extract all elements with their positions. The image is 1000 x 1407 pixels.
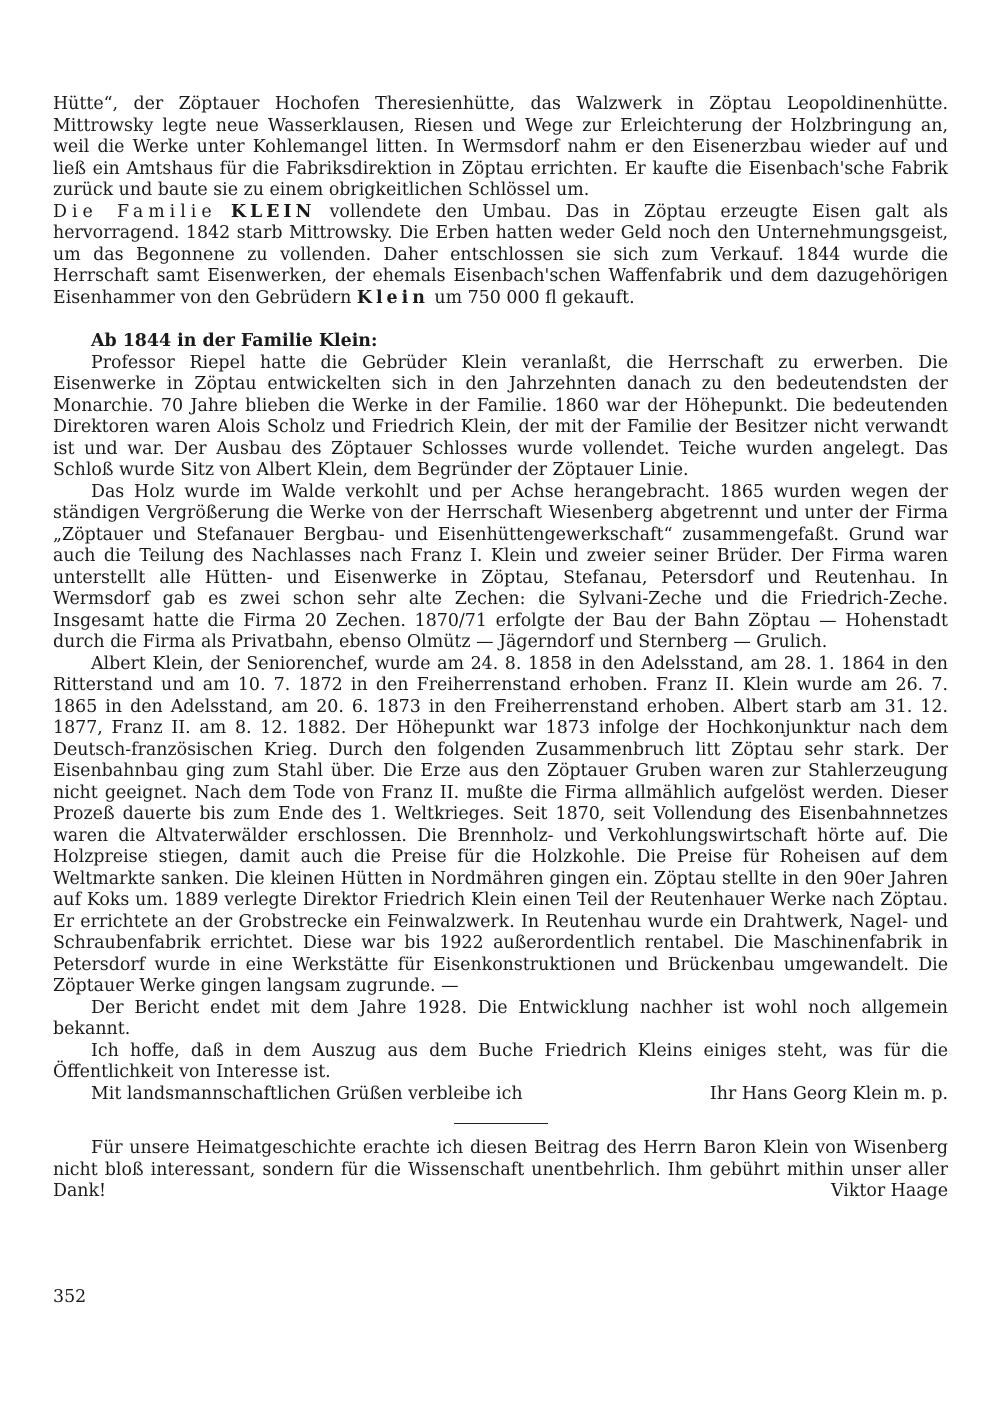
paragraph-4: Das Holz wurde im Walde verkohlt und per Achse herangebracht. 1865 wurden wegen der ständigen Vergrößerung die Werke von der Herrschaft Wiesenberg abgetrennt und unter der Firma „Zöptauer und Stefanauer Bergbau- und Eisenhüttengewerkschaft“ zusammengefaßt. Grund war auch die Teilung des Nachlasses nach Franz I. Klein und zweier seiner Brüder. Der Firma waren unterstellt alle Hütten- und Eisenwerke in Zöptau, Stefanau, Petersdorf und Reutenhau. In Wermsdorf gab es zwei schon sehr alte Zechen: die Sylvani-Zeche und die Friedrich-Zeche. Insgesamt hatte die Firma 20 Zechen. 1870/71 erfolgte der Bau der Bahn Zöptau — Hohenstadt durch die Firma als Privatbahn, ebenso Olmütz — Jägerndorf und Sternberg — Grulich. <box>53 481 948 652</box>
paragraph-2-text-a: vollendete den Umbau. Das in Zöptau erzeugte Eisen galt als hervorragend. 1842 starb Mittrowsky. Die Erben hatten weder Geld noch den Unternehmungsgeist, um das Begonnene zu vollenden. Daher entschlossen sie sich zum Verkauf. 1844 wurde die Herrschaft samt Eisenwerken, der ehemals Eisenbach'schen Waffenfabrik und dem dazugehörigen Eisenhammer von den Gebrüdern <box>53 201 949 308</box>
paragraph-1: Hütte“, der Zöptauer Hochofen Theresienhütte, das Walzwerk in Zöptau Leopoldinenhütte. Mittrowsky legte neue Wasserklausen, Riesen und Wege zur Erleichterung der Holzbringung an, weil die Werke unter Kohlemangel litten. In Wermsdorf nahm er den Eisenerzbau wieder auf und ließ ein Amtshaus für die Fabriksdirektion in Zöptau errichten. Er kaufte die Eisenbach'sche Fabrik zurück und baute sie zu einem obrigkeitlichen Schlössel um. <box>53 94 948 200</box>
author-viktor-haage: Viktor Haage <box>831 1181 948 1201</box>
page-number: 352 <box>53 1287 87 1307</box>
paragraph-2-text-b: um 750 000 fl gekauft. <box>428 287 635 308</box>
paragraph-8-text: Für unsere Heimatgeschichte erachte ich diesen Beitrag des Herrn Baron Klein von Wisenberg nicht bloß interessant, sondern für die Wissenschaft unentbehrlich. Ihm gebührt mithin unser aller Dank! <box>53 1138 948 1201</box>
paragraph-5: Albert Klein, der Seniorenchef, wurde am 24. 8. 1858 in den Adelsstand, am 28. 1. 1864 in den Ritterstand und am 10. 7. 1872 in den Freiherrenstand erhoben. Franz II. Klein wurde am 26. 7. 1865 in den Adelsstand, am 20. 6. 1873 in den Freiherrenstand erhoben. Albert starb am 31. 12. 1877, Franz II. am 8. 12. 1882. Der Höhepunkt war 1873 infolge der Hochkonjunktur nach dem Deutsch-französischen Krieg. Durch den folgenden Zusammenbruch litt Zöptau sehr stark. Der Eisenbahnbau ging zum Stahl über. Die Erze aus den Zöptauer Gruben waren zur Stahlerzeugung nicht geeignet. Nach dem Tode von Franz II. mußte die Firma allmählich aufgelöst werden. Dieser Prozeß dauerte bis zum Ende des 1. Weltkrieges. Seit 1870, seit Vollendung des Eisenbahnnetzes waren die Altvaterwälder erschlossen. Die Brennholz- und Verkohlungswirtschaft hörte auf. Die Holzpreise stiegen, damit auch die Preise für die Holzkohle. Die Preise für Roheisen auf dem Weltmarkte sanken. Die kleinen Hütten in Nordmähren gingen ein. Zöptau stellte in den 90er Jahren auf Koks um. 1889 verlegte Direktor Friedrich Klein einen Teil der Reutenhauer Werke nach Zöptau. Er errichtete an der Grobstrecke ein Feinwalzwerk. In Reutenhau wurde ein Drahtwerk, Nagel- und Schraubenfabrik errichtet. Diese war bis 1922 außerordentlich rentabel. Die Maschinenfabrik in Petersdorf wurde in eine Werkstätte für Eisenkonstruktionen und Brückenbau umgewandelt. Die Zöptauer Werke gingen langsam zugrunde. — <box>53 653 948 996</box>
closing-text: Mit landsmannschaftlichen Grüßen verbleibe ich <box>91 1083 523 1104</box>
klein-bold: KLEIN <box>230 201 316 222</box>
paragraph-6: Der Bericht endet mit dem Jahre 1928. Die Entwicklung nachher ist wohl noch allgemein bekannt. <box>53 997 948 1039</box>
closing-line <box>53 1084 948 1106</box>
signature: Ihr Hans Georg Klein m. p. <box>709 1083 948 1104</box>
section-heading: Ab 1844 in der Familie Klein: <box>91 331 378 351</box>
paragraph-3: Professor Riepel hatte die Gebrüder Klein veranlaßt, die Herrschaft zu erwerben. Die Eisenwerke in Zöptau entwickelten sich in den Jahrzehnten danach zu den bedeutendsten der Monarchie. 70 Jahre blieben die Werke in der Familie. 1860 war der Höhepunkt. Die bedeutenden Direktoren waren Alois Scholz und Friedrich Klein, der mit der Familie der Besitzer nicht verwandt ist und war. Der Ausbau des Zöptauer Schlosses wurde vollendet. Teiche wurden angelegt. Das Schloß wurde Sitz von Albert Klein, dem Begründer der Zöptauer Linie. <box>53 352 948 480</box>
body-text <box>53 94 948 1203</box>
paragraph-8 <box>53 1138 948 1203</box>
paragraph-2 <box>53 202 948 310</box>
separator-rule <box>454 1123 548 1124</box>
paragraph-7: Ich hoffe, daß in dem Auszug aus dem Buche Friedrich Kleins einiges steht, was für die Öffentlichkeit von Interesse ist. <box>53 1040 948 1082</box>
klein-bold-2: Klein <box>356 287 429 308</box>
familie-spaced: Die Familie <box>53 201 217 222</box>
